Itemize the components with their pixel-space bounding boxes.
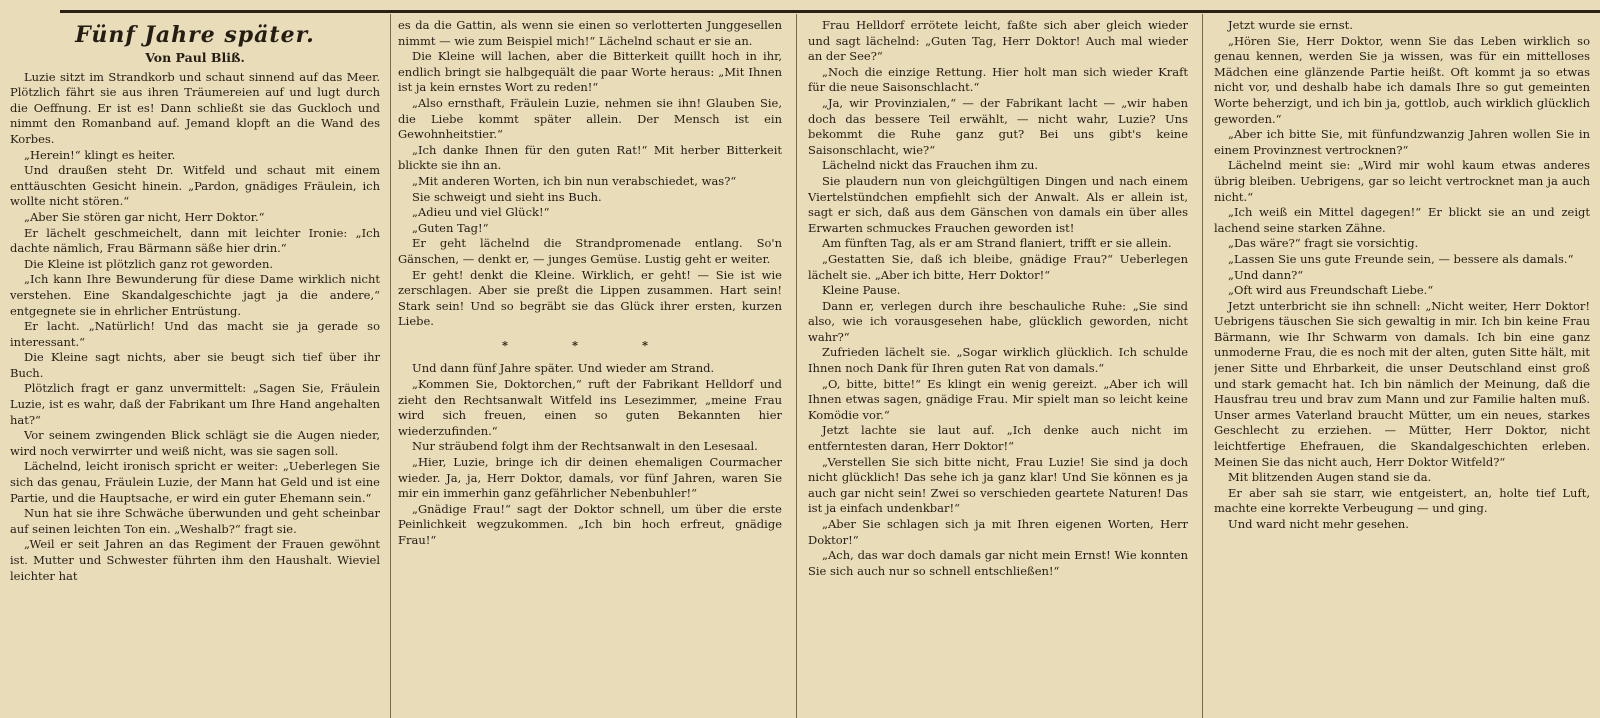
paragraph: „Ich danke Ihnen für den guten Rat!“ Mit herber Bitterkeit blickte sie ihn an. (398, 142, 782, 173)
paragraph: Zufrieden lächelt sie. „Sogar wirklich glücklich. Ich schulde Ihnen noch Dank für Ihren guten Rat von damals.“ (808, 345, 1188, 376)
paragraph: „Gnädige Frau!“ sagt der Doktor schnell, um über die erste Peinlichkeit wegzukommen. „Ich bin hoch erfreut, gnädige Frau!“ (398, 501, 782, 547)
paragraph: „Gestatten Sie, daß ich bleibe, gnädige Frau?“ Ueberlegen lächelt sie. „Aber ich bitte, Herr Doktor!“ (808, 251, 1188, 282)
paragraph: Vor seinem zwingenden Blick schlägt sie die Augen nieder, wird noch verwirrter und weiß nicht, was sie sagen soll. (10, 428, 380, 458)
paragraph: Die Kleine will lachen, aber die Bitterkeit quillt hoch in ihr, endlich bringt sie halbgequält die paar Worte heraus: „Mit Ihnen ist ja kein ernstes Wort zu reden!“ (398, 49, 782, 95)
column-rule (1202, 14, 1203, 718)
paragraph: Jetzt unterbricht sie ihn schnell: „Nicht weiter, Herr Doktor! Uebrigens täuschen Sie sich gewaltig in mir. Ich bin keine Frau Bärmann, wie Ihr Schwarm von damals. Ich bin eine ganz unmoderne Frau, die es noch mit der alten, guten Sitte hält, mit jener Sitte und Ehrbarkeit, die unser Deutschland einst groß und stark gemacht hat. Ich bin nämlich der Meinung, daß die Hausfrau treu und brav zum Mann und zur Familie halten muß. Unser armes Vaterland braucht Mütter, um ein neues, starkes Geschlecht zu erziehen. — Mütter, Herr Doktor, nicht leichtfertige Ehefrauen, die Skandalgeschichten erleben. Meinen Sie das nicht auch, Herr Doktor Witfeld?“ (1214, 298, 1590, 469)
paragraph: Mit blitzenden Augen stand sie da. (1228, 470, 1432, 485)
paragraph: „Verstellen Sie sich bitte nicht, Frau Luzie! Sie sind ja doch nicht glücklich! Das sehe ich ja ganz klar! Und Sie können es ja auch gar nicht sein! Zwei so verschieden geartete Naturen! Das ist ja einfach undenkbar!“ (808, 454, 1188, 516)
paragraph: „Adieu und viel Glück!“ (412, 205, 550, 220)
paragraph: Lächelnd, leicht ironisch spricht er weiter: „Ueberlegen Sie sich das genau, Fräulein Luzie, der Mann hat Geld und ist eine Partie, und die Hauptsache, er wird ein guter Ehemann sein.“ (10, 459, 380, 505)
paragraph: Jetzt wurde sie ernst. (1228, 18, 1353, 32)
paragraph: Und ward nicht mehr gesehen. (1228, 517, 1409, 531)
paragraph: Frau Helldorf errötete leicht, faßte sich aber gleich wieder und sagt lächelnd: „Guten Tag, Herr Doktor! Auch mal wieder an der See?“ (808, 18, 1188, 64)
paragraph: „Das wäre?“ fragt sie vorsichtig. (1228, 236, 1419, 251)
paragraph: „Ach, das war doch damals gar nicht mein Ernst! Wie konnten Sie sich auch nur so schnell entschließen!“ (808, 548, 1188, 578)
paragraph: Er lacht. „Natürlich! Und das macht sie ja gerade so interessant.“ (10, 319, 380, 349)
paragraph: „Also ernsthaft, Fräulein Luzie, nehmen sie ihn! Glauben Sie, die Liebe kommt später allein. Der Mensch ist ein Gewohnheitstier.“ (398, 95, 782, 142)
column-rule (796, 14, 797, 718)
paragraph: „Mit anderen Worten, ich bin nun verabschiedet, was?“ (412, 173, 737, 188)
paragraph: „Oft wird aus Freundschaft Liebe.“ (1228, 283, 1434, 298)
top-border-rule (60, 0, 1600, 13)
paragraph: Jetzt lachte sie laut auf. „Ich denke auch nicht im entferntesten daran, Herr Doktor!“ (808, 423, 1188, 454)
article-title: Fünf Jahre später. (75, 22, 315, 48)
paragraph: Die Kleine sagt nichts, aber sie beugt sich tief über ihr Buch. (10, 350, 380, 380)
paragraph: „Ich kann Ihre Bewunderung für diese Dame wirklich nicht verstehen. Eine Skandalgeschichte jagt ja die andere,“ entgegnete sie in ehrlicher Entrüstung. (10, 272, 380, 318)
paragraph: „O, bitte, bitte!“ Es klingt ein wenig gereizt. „Aber ich will Ihnen etwas sagen, gnädige Frau. Mir spielt man so leicht keine Komödie vor.“ (808, 376, 1188, 422)
paragraph: Am fünften Tag, als er am Strand flaniert, trifft er sie allein. (822, 236, 1172, 251)
paragraph: „Kommen Sie, Doktorchen,“ ruft der Fabrikant Helldorf und zieht den Rechtsanwalt Witfeld ins Lesezimmer, „meine Frau wird sich freuen, einen so guten Bekannten hier wiederzufinden.“ (398, 377, 782, 438)
paragraph: Er aber sah sie starr, wie entgeistert, an, holte tief Luft, machte eine korrekte Verbeugung — und ging. (1214, 485, 1590, 516)
paragraph: „Hören Sie, Herr Doktor, wenn Sie das Leben wirklich so genau kennen, werden Sie ja wissen, was für ein mittelloses Mädchen eine glänzende Partie heißt. Oft kommt ja so etwas nicht vor, und deshalb habe ich damals Ihre so gut gemeinten Worte beherzigt, und ich bin ja, gottlob, auch wirklich glücklich geworden.“ (1214, 33, 1590, 126)
paragraph: Er geht lächelnd die Strandpromenade entlang. So'n Gänschen, — denkt er, — junges Gemüse. Lustig geht er weiter. (398, 236, 782, 266)
paragraph: „Hier, Luzie, bringe ich dir deinen ehemaligen Courmacher wieder. Ja, ja, Herr Doktor, damals, vor fünf Jahren, waren Sie mir ein immerhin ganz gefährlicher Nebenbuhler!“ (398, 455, 782, 501)
paragraph: Luzie sitzt im Strandkorb und schaut sinnend auf das Meer. Plötzlich fährt sie aus ihren Träumereien auf und lugt durch die Oeffnung. Er ist es! Dann schließt sie das Guckloch und nimmt den Romanband auf. Jemand klopft an die Wand des Korbes. (10, 69, 380, 146)
paragraph: „Guten Tag!“ (412, 220, 489, 235)
paragraph: „Aber Sie stören gar nicht, Herr Doktor.“ (24, 209, 265, 224)
paragraph: Sie schweigt und sieht ins Buch. (412, 189, 602, 204)
paragraph: „Aber Sie schlagen sich ja mit Ihren eigenen Worten, Herr Doktor!“ (808, 517, 1188, 547)
paragraph: Und draußen steht Dr. Witfeld und schaut mit einem enttäuschten Gesicht hinein. „Pardon, gnädiges Fräulein, ich wollte nicht stören.“ (10, 163, 380, 209)
paragraph: Sie plaudern nun von gleichgültigen Dingen und nach einem Viertelstündchen empfiehlt sich der Anwalt. Als er allein ist, sagt er sich, daß aus dem Gänschen von damals ein über alles Erwarten schmuckes Frauchen geworden ist! (808, 173, 1188, 235)
paragraph: Und dann fünf Jahre später. Und wieder am Strand. (412, 361, 715, 376)
paragraph: „Herein!“ klingt es heiter. (24, 147, 176, 162)
column-2 (398, 18, 782, 712)
column-1-body (10, 70, 380, 585)
paragraph: „Ja, wir Provinzialen,“ — der Fabrikant lacht — „wir haben doch das bessere Teil erwählt, — nicht wahr, Luzie? Uns bekommt die Ruhe ganz gut? Bei uns gibt's keine Saisonschlacht, wie?“ (808, 95, 1188, 157)
section-separator: * * * (501, 337, 679, 352)
paragraph: Lächelnd meint sie: „Wird mir wohl kaum etwas anderes übrig bleiben. Uebrigens, gar so leicht vertrocknet man ja auch nicht.“ (1214, 158, 1590, 204)
paragraph: Plötzlich fragt er ganz unvermittelt: „Sagen Sie, Fräulein Luzie, ist es wahr, daß der Fabrikant um Ihre Hand angehalten hat?“ (10, 381, 380, 427)
paragraph: es da die Gattin, als wenn sie einen so verlotterten Junggesellen nimmt — wie zum Beispiel mich!“ Lächelnd schaut er sie an. (398, 18, 782, 48)
paragraph: Er lächelt geschmeichelt, dann mit leichter Ironie: „Ich dachte nämlich, Frau Bärmann säße hier drin.“ (10, 225, 380, 256)
paragraph: „Weil er seit Jahren an das Regiment der Frauen gewöhnt ist. Mutter und Schwester führten ihm den Haushalt. Wieviel leichter hat (10, 537, 380, 583)
paragraph: Lächelnd nickt das Frauchen ihm zu. (822, 158, 1039, 173)
paragraph: „Aber ich bitte Sie, mit fünfundzwanzig Jahren wollen Sie in einem Provinznest vertrocknen?“ (1214, 127, 1590, 157)
column-3 (808, 18, 1188, 712)
paragraph: Die Kleine ist plötzlich ganz rot geworden. (24, 256, 274, 271)
paragraph: „Lassen Sie uns gute Freunde sein, — bessere als damals.“ (1228, 251, 1574, 266)
paragraph: Kleine Pause. (822, 283, 901, 298)
paragraph: Dann er, verlegen durch ihre beschauliche Ruhe: „Sie sind also, wie ich vorausgesehen habe, glücklich geworden, nicht wahr?“ (808, 298, 1188, 344)
paragraph: Nur sträubend folgt ihm der Rechtsanwalt in den Lesesaal. (412, 439, 758, 454)
column-rule (390, 14, 391, 718)
column-1 (10, 18, 380, 712)
paragraph: Er geht! denkt die Kleine. Wirklich, er geht! — Sie ist wie zerschlagen. Aber sie preßt die Lippen zusammen. Hart sein! Stark sein! Und so begräbt sie das Glück ihrer ersten, kurzen Liebe. (398, 267, 782, 329)
paragraph: „Noch die einzige Rettung. Hier holt man sich wieder Kraft für die neue Saisonschlacht.“ (808, 64, 1188, 95)
paragraph: „Ich weiß ein Mittel dagegen!“ Er blickt sie an und zeigt lachend seine starken Zähne. (1214, 205, 1590, 235)
column-4 (1214, 18, 1590, 712)
paragraph: Nun hat sie ihre Schwäche überwunden und geht scheinbar auf seinen leichten Ton ein. „Weshalb?“ fragt sie. (10, 506, 380, 536)
paragraph: „Und dann?“ (1228, 267, 1304, 282)
article-byline: Von Paul Bliß. (145, 50, 245, 65)
